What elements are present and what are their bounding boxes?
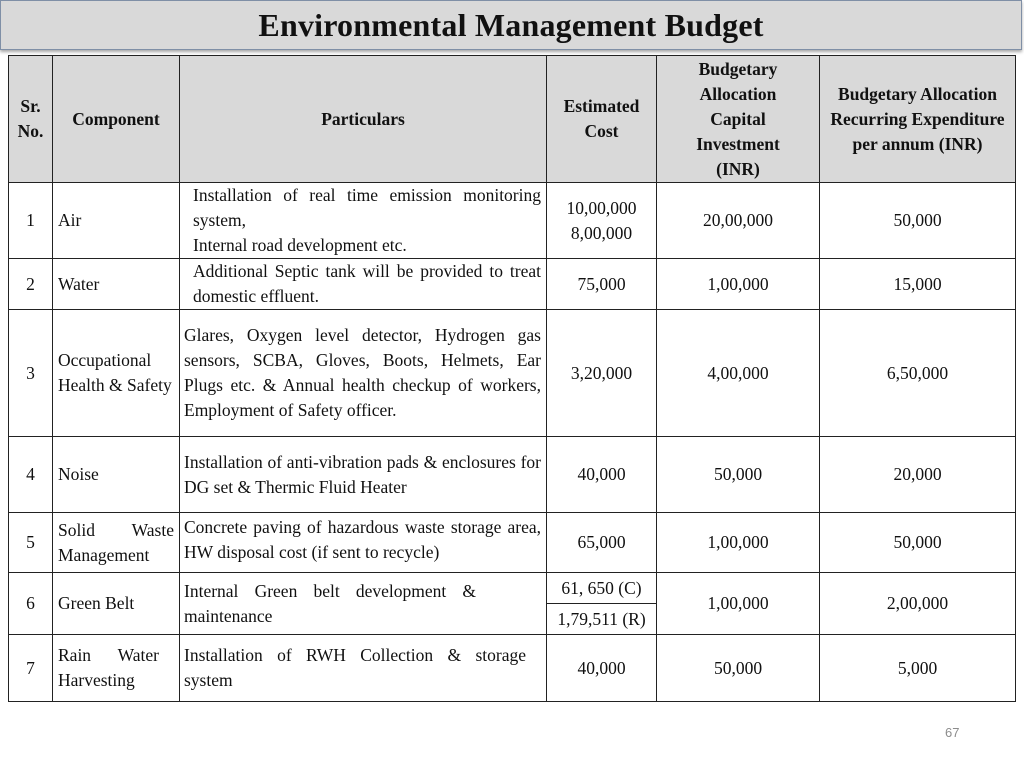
cell-capital: 1,00,000 — [657, 573, 820, 635]
cell-estimated-cost: 40,000 — [547, 437, 657, 513]
cell-recurring: 2,00,000 — [820, 573, 1016, 635]
cell-particulars: Glares, Oxygen level detector, Hydrogen gas sensors, SCBA, Gloves, Boots, Helmets, Ear Plugs etc. & Annual health checkup of workers, Employment of Safety officer. — [180, 310, 547, 437]
cell-recurring: 6,50,000 — [820, 310, 1016, 437]
table-row — [9, 183, 1016, 259]
cell-component: Air — [53, 183, 180, 259]
table-row — [9, 259, 1016, 310]
cell-recurring: 5,000 — [820, 635, 1016, 702]
cell-component: Green Belt — [53, 573, 180, 635]
cell-particulars: Installation of RWH Collection & storage system — [180, 635, 547, 702]
header-component: Component — [53, 56, 180, 183]
budget-table — [8, 55, 1016, 702]
cell-estimated-cost: 75,000 — [547, 259, 657, 310]
cell-component: Noise — [53, 437, 180, 513]
cell-capital: 50,000 — [657, 437, 820, 513]
cell-component: Rain Water Harvesting — [53, 635, 180, 702]
cell-particulars: Internal Green belt development & maintenance — [180, 573, 547, 635]
header-particulars: Particulars — [180, 56, 547, 183]
estimated-cost-value: 10,00,000 — [566, 197, 637, 218]
cell-estimated-cost: 65,000 — [547, 513, 657, 573]
cell-capital: 4,00,000 — [657, 310, 820, 437]
cell-recurring: 20,000 — [820, 437, 1016, 513]
cell-particulars: Installation of anti-vibration pads & enclosures for DG set & Thermic Fluid Heater — [180, 437, 547, 513]
cell-recurring: 50,000 — [820, 513, 1016, 573]
header-sr: Sr. No. — [9, 56, 53, 183]
particulars-line: Internal road development etc. — [193, 235, 407, 255]
cell-sr: 4 — [9, 437, 53, 513]
cell-capital: 1,00,000 — [657, 259, 820, 310]
cell-particulars: Additional Septic tank will be provided to treat domestic effluent. — [180, 259, 547, 310]
cell-estimated-cost: 3,20,000 — [547, 310, 657, 437]
table-row — [9, 573, 1016, 635]
cell-estimated-cost: 40,000 — [547, 635, 657, 702]
estimated-cost-value: 8,00,000 — [570, 222, 633, 243]
cell-estimated-cost — [547, 573, 657, 635]
table-row — [9, 513, 1016, 573]
cell-capital: 50,000 — [657, 635, 820, 702]
page-number: 67 — [945, 725, 960, 740]
particulars-line: Installation of real time emission monitoring system, — [193, 185, 541, 230]
estimated-cost-capital: 61, 650 (C) — [547, 573, 656, 604]
header-capital-investment: Budgetary Allocation Capital Investment (INR) — [657, 56, 820, 183]
estimated-cost-recurring: 1,79,511 (R) — [557, 608, 646, 629]
cell-sr: 5 — [9, 513, 53, 573]
cell-component: Water — [53, 259, 180, 310]
page-title: Environmental Management Budget — [258, 6, 764, 43]
cell-capital: 20,00,000 — [657, 183, 820, 259]
cell-recurring: 15,000 — [820, 259, 1016, 310]
title-bar — [0, 0, 1022, 50]
cell-capital: 1,00,000 — [657, 513, 820, 573]
cell-component: Solid Waste Management — [53, 513, 180, 573]
table-header-row — [9, 56, 1016, 183]
cell-particulars: Concrete paving of hazardous waste storage area, HW disposal cost (if sent to recycle) — [180, 513, 547, 573]
cell-sr: 1 — [9, 183, 53, 259]
cell-sr: 3 — [9, 310, 53, 437]
cell-sr: 2 — [9, 259, 53, 310]
cell-sr: 6 — [9, 573, 53, 635]
cell-recurring: 50,000 — [820, 183, 1016, 259]
cell-sr: 7 — [9, 635, 53, 702]
cell-component: Occupational Health & Safety — [53, 310, 180, 437]
table-row — [9, 310, 1016, 437]
table-row — [9, 437, 1016, 513]
cell-estimated-cost — [547, 183, 657, 259]
header-recurring-expenditure: Budgetary Allocation Recurring Expenditure per annum (INR) — [820, 56, 1016, 183]
header-estimated-cost: Estimated Cost — [547, 56, 657, 183]
cell-particulars — [180, 183, 547, 259]
table-row — [9, 635, 1016, 702]
